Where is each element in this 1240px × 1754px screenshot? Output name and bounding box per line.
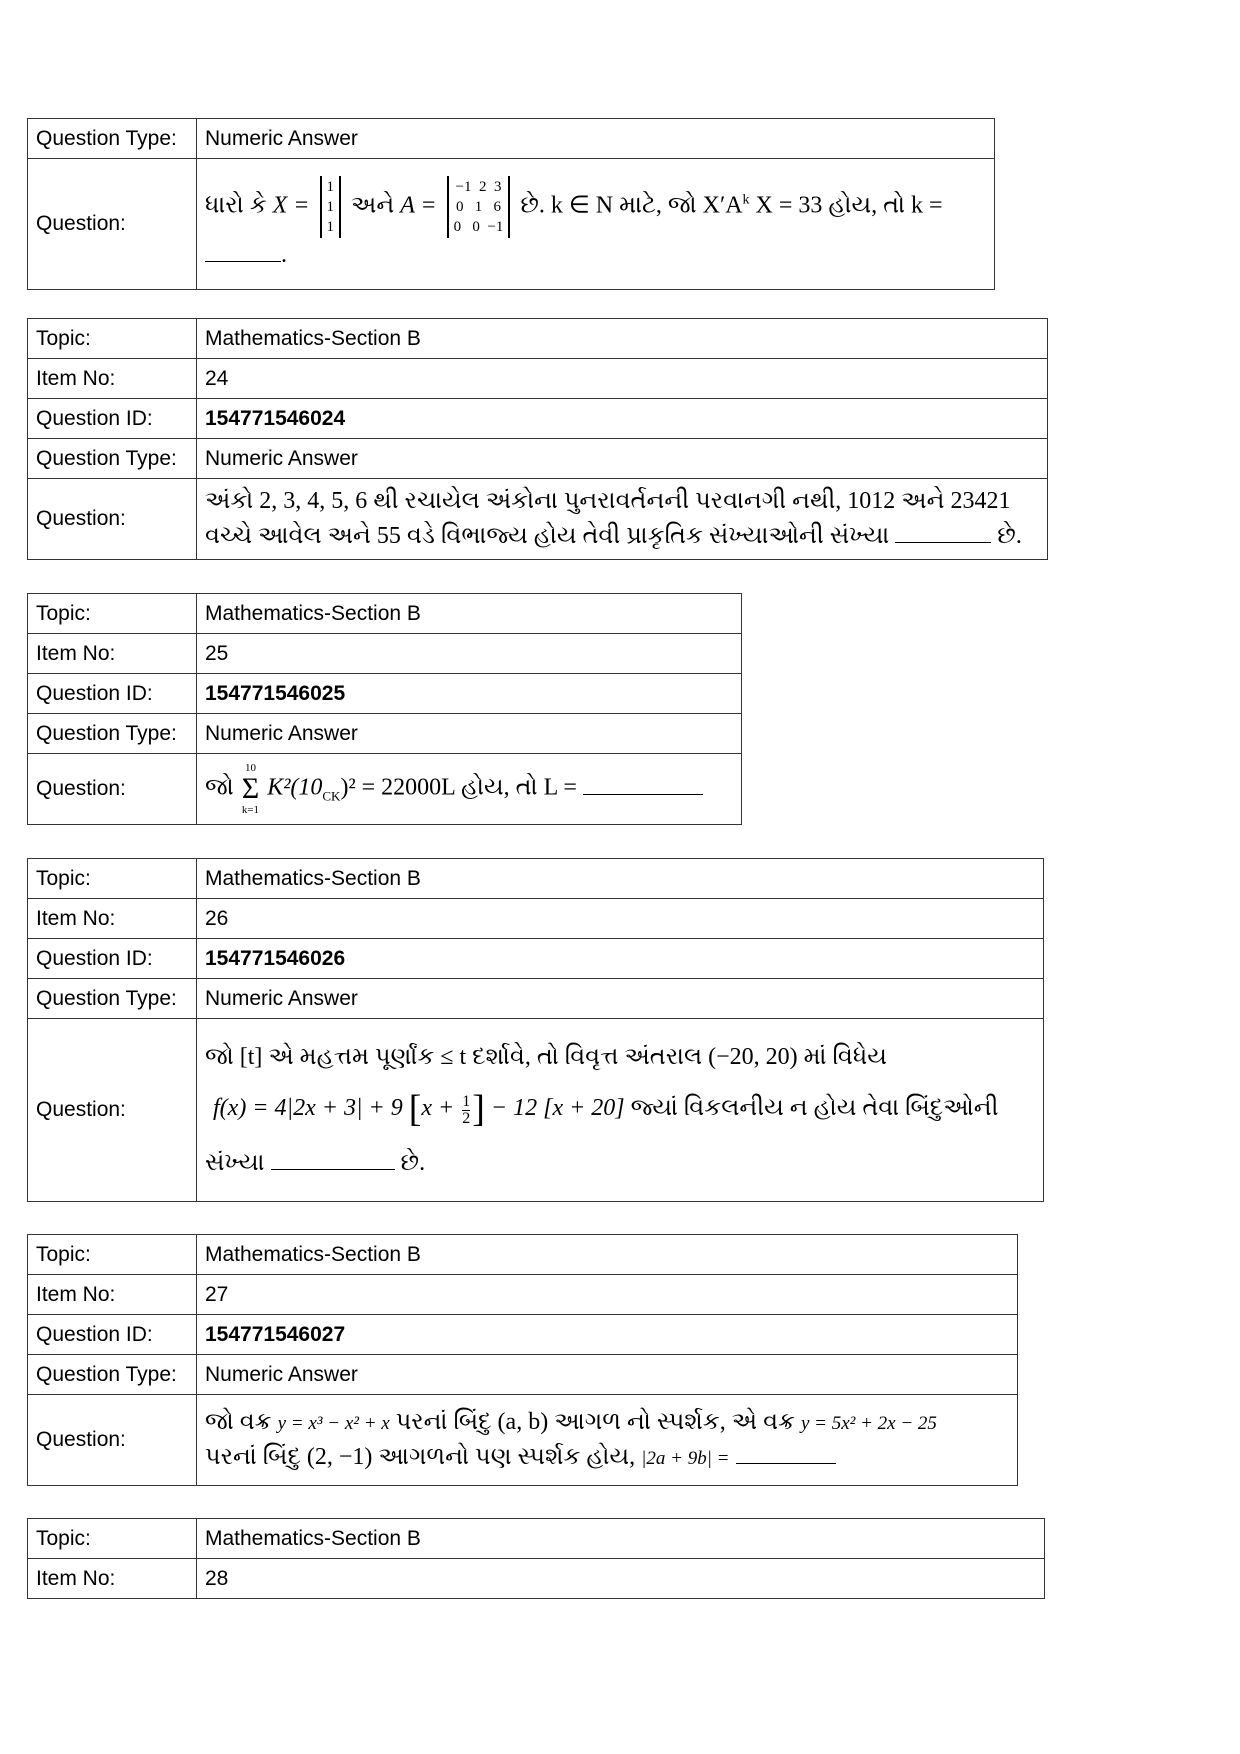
q25-term2: )² = 22000L હોય, તો L = <box>340 774 577 801</box>
fraction <box>462 1094 470 1127</box>
matrix-a <box>447 176 511 238</box>
question-table-23 <box>27 118 995 290</box>
q23-text-4: X = 33 હોય, તો k = <box>755 192 943 219</box>
mx-cell: 1 <box>326 218 334 235</box>
frac-den: 2 <box>462 1109 471 1127</box>
question-type-label: Question Type: <box>28 1355 197 1395</box>
item-no-label: Item No: <box>28 359 197 399</box>
question-id-value: 154771546026 <box>197 939 1044 979</box>
question-type-value: Numeric Answer <box>197 439 1048 479</box>
question-table-25 <box>27 593 742 825</box>
question-text <box>197 1019 1044 1202</box>
answer-blank <box>271 1151 395 1170</box>
q26-x-plus: x + <box>421 1095 455 1122</box>
q27-eq2: y = 5x² + 2x − 25 <box>800 1413 937 1435</box>
question-label: Question: <box>28 1019 197 1202</box>
q27-eq3: |2a + 9b| = <box>641 1448 730 1469</box>
topic-value: Mathematics-Section B <box>197 1519 1045 1559</box>
sum-bottom: k=1 <box>241 804 260 816</box>
frac-num: 1 <box>462 1092 471 1110</box>
q24-line1: અંકો 2, 3, 4, 5, 6 થી રચાયેલ અંકોના પુનરાવર્તનની પરવાનગી નથી, 1012 અને 23421 <box>205 488 1011 515</box>
item-no-value: 26 <box>197 899 1044 939</box>
ma-cell: 2 <box>478 178 487 195</box>
question-text <box>197 159 995 290</box>
q24-end: છે. <box>997 523 1022 549</box>
ma-cell: −1 <box>487 218 504 235</box>
item-no-value: 24 <box>197 359 1048 399</box>
ma-cell: 6 <box>493 198 501 215</box>
question-table-27 <box>27 1234 1018 1486</box>
bracket-close: ] <box>472 1088 485 1131</box>
q23-a-eq: A = <box>400 192 437 219</box>
answer-blank <box>895 524 991 543</box>
topic-label: Topic: <box>28 594 197 634</box>
question-label: Question: <box>28 159 197 290</box>
q26-line1: જો [t] એ મહત્તમ પૂર્ણાંક ≤ t દર્શાવે, તો વિવૃત્ત અંતરાલ (−20, 20) માં વિધેય <box>205 1043 887 1070</box>
ma-cell: 0 <box>453 218 462 235</box>
question-id-value: 154771546027 <box>197 1315 1018 1355</box>
item-no-label: Item No: <box>28 1559 197 1599</box>
ma-cell: −1 <box>455 178 472 195</box>
question-type-value: Numeric Answer <box>197 119 995 159</box>
item-no-value: 25 <box>197 634 742 674</box>
topic-value: Mathematics-Section B <box>197 594 742 634</box>
question-label: Question: <box>28 479 197 560</box>
question-type-value: Numeric Answer <box>197 714 742 754</box>
answer-blank <box>583 776 703 795</box>
mx-cell: 1 <box>326 198 334 215</box>
bracket-open: [ <box>408 1088 422 1131</box>
q25-jo: જો <box>205 774 234 801</box>
q27-line2: પરનાં બિંદુ (2, −1) આગળનો પણ સ્પર્શક હોય, <box>205 1444 636 1470</box>
item-no-label: Item No: <box>28 1275 197 1315</box>
question-table-28 <box>27 1518 1045 1599</box>
question-id-label: Question ID: <box>28 399 197 439</box>
q23-end: . <box>281 241 287 268</box>
q26-f1: f(x) = 4|2x + 3| + 9 <box>213 1095 403 1122</box>
question-type-label: Question Type: <box>28 979 197 1019</box>
sigma-icon: Σ <box>241 772 260 805</box>
answer-blank <box>736 1445 836 1464</box>
q27-a: જો વક્ર <box>205 1409 272 1436</box>
question-label: Question: <box>28 1395 197 1486</box>
question-id-value: 154771546025 <box>197 674 742 714</box>
question-label: Question: <box>28 754 197 825</box>
question-table-26 <box>27 858 1044 1202</box>
topic-label: Topic: <box>28 319 197 359</box>
ma-cell: 1 <box>474 198 483 215</box>
q24-line2: વચ્ચે આવેલ અને 55 વડે વિભાજ્ય હોય તેવી પ્રાકૃતિક સંખ્યાઓની સંખ્યા <box>205 523 890 549</box>
question-type-label: Question Type: <box>28 119 197 159</box>
topic-value: Mathematics-Section B <box>197 859 1044 899</box>
q23-text-2: અને <box>351 192 395 219</box>
question-id-label: Question ID: <box>28 939 197 979</box>
q26-f2: − 12 [x + 20] <box>490 1095 625 1122</box>
question-text <box>197 479 1048 560</box>
matrix-x <box>320 176 342 238</box>
q27-b: પરનાં બિંદુ (a, b) આગળ નો સ્પર્શક, એ વક્ર <box>395 1409 795 1436</box>
question-table-24 <box>27 318 1048 560</box>
q26-end: છે. <box>400 1149 426 1176</box>
q26-line3: સંખ્યા <box>205 1149 265 1176</box>
q27-eq1: y = x³ − x² + x <box>277 1413 390 1435</box>
topic-value: Mathematics-Section B <box>197 319 1048 359</box>
question-text <box>197 754 742 825</box>
q23-text-3: છે. k ∈ N માટે, જો X′A <box>520 192 743 219</box>
question-text <box>197 1395 1018 1486</box>
summation <box>242 762 259 816</box>
item-no-label: Item No: <box>28 634 197 674</box>
item-no-value: 27 <box>197 1275 1018 1315</box>
question-type-value: Numeric Answer <box>197 979 1044 1019</box>
q25-term1: K²(10 <box>267 774 323 801</box>
topic-label: Topic: <box>28 859 197 899</box>
ma-cell: 0 <box>472 218 480 235</box>
item-no-label: Item No: <box>28 899 197 939</box>
ma-cell: 3 <box>493 178 502 195</box>
question-id-label: Question ID: <box>28 674 197 714</box>
q23-x-eq: X = <box>272 192 310 219</box>
topic-label: Topic: <box>28 1519 197 1559</box>
mx-cell: 1 <box>326 178 334 195</box>
ma-cell: 0 <box>455 198 464 215</box>
question-id-value: 154771546024 <box>197 399 1048 439</box>
q25-sub: CK <box>322 788 341 804</box>
q23-text-1: ધારો કે <box>205 192 267 219</box>
question-id-label: Question ID: <box>28 1315 197 1355</box>
topic-label: Topic: <box>28 1235 197 1275</box>
question-type-value: Numeric Answer <box>197 1355 1018 1395</box>
sum-top: 10 <box>244 762 256 774</box>
item-no-value: 28 <box>197 1559 1045 1599</box>
topic-value: Mathematics-Section B <box>197 1235 1018 1275</box>
question-type-label: Question Type: <box>28 714 197 754</box>
q26-tail: જ્યાં વિકલનીય ન હોય તેવા બિંદુઓની <box>630 1095 999 1122</box>
answer-blank <box>205 243 281 262</box>
q23-sup: k <box>742 192 750 208</box>
question-type-label: Question Type: <box>28 439 197 479</box>
